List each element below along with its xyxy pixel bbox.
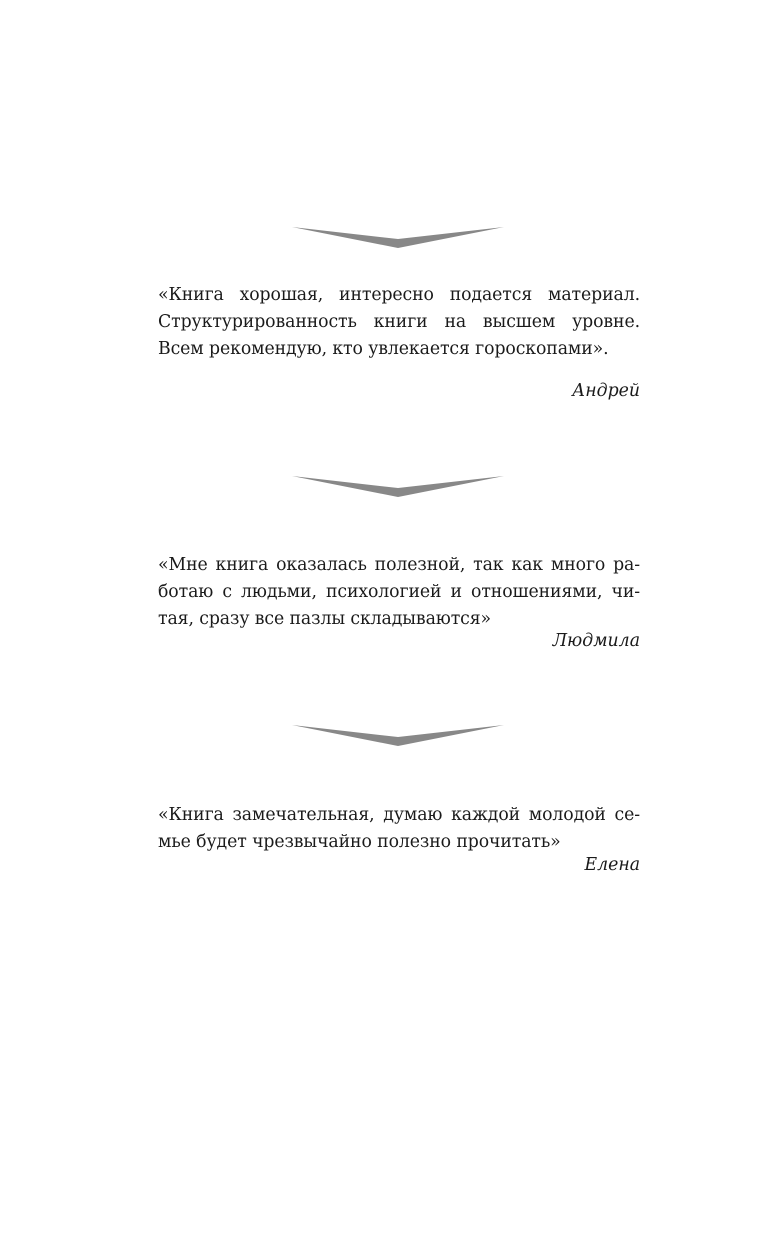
review-1-line-2: Структурированность книги на высшем уровне. bbox=[158, 312, 640, 332]
review-author-3: Елена bbox=[584, 855, 640, 875]
review-3-line-2: мье будет чрезвычайно полезно прочитать» bbox=[158, 832, 561, 852]
chevron-down-icon bbox=[292, 225, 504, 249]
chevron-divider-2 bbox=[292, 474, 504, 498]
chevron-down-icon bbox=[292, 474, 504, 498]
review-2-line-3: тая, сразу все пазлы складываются» bbox=[158, 609, 492, 629]
review-quote-3 bbox=[158, 802, 640, 856]
review-3-line-1: «Книга замечательная, думаю каждой молодой се- bbox=[158, 805, 640, 825]
review-2-line-1: «Мне книга оказалась полезной, так как много ра- bbox=[158, 555, 640, 575]
review-author-2: Людмила bbox=[552, 631, 640, 651]
review-quote-2 bbox=[158, 552, 640, 633]
review-1-line-1: «Книга хорошая, интересно подается материал. bbox=[158, 285, 640, 305]
chevron-divider-1 bbox=[292, 225, 504, 249]
chevron-divider-3 bbox=[292, 723, 504, 747]
review-author-1: Андрей bbox=[572, 381, 640, 401]
review-2-line-2: ботаю с людьми, психологией и отношениями, чи- bbox=[158, 582, 640, 602]
review-quote-1 bbox=[158, 282, 640, 363]
chevron-down-icon bbox=[292, 723, 504, 747]
review-1-line-3: Всем рекомендую, кто увлекается гороскопами». bbox=[158, 339, 609, 359]
